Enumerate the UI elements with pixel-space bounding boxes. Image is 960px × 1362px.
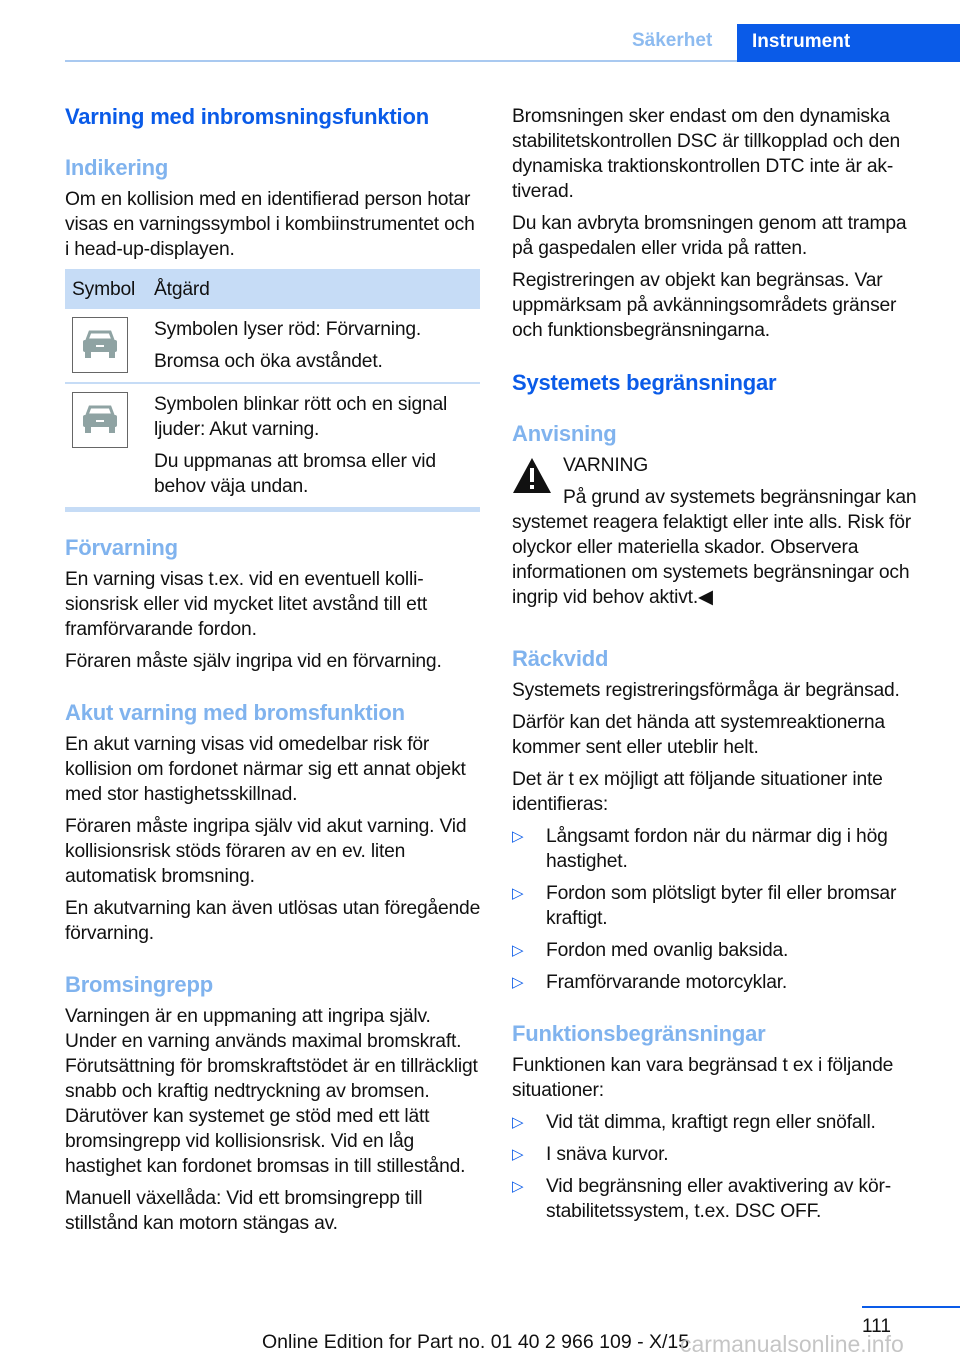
- list-item: [512, 1142, 930, 1167]
- warning-text: På grund av systemets begränsningar kan systemet reagera felaktigt eller inte alls. Risk för olyckor eller materiella skador. Observera informationen om systemets begränsningar och ingrip vid behov aktivt.◀: [512, 487, 917, 608]
- heading-rackvidd: Räckvidd: [512, 646, 609, 671]
- left-column: [65, 104, 483, 512]
- tab-sakerhet[interactable]: Säkerhet: [632, 30, 713, 51]
- table-text: Symbolen blinkar rött och en signal ljuder: Akut varning.: [154, 394, 448, 440]
- list-item: [512, 938, 930, 963]
- section-begransningar: [512, 370, 930, 617]
- bullet-triangle-icon: ▷: [512, 942, 524, 959]
- warning-label: VARNING: [563, 455, 649, 476]
- paragraph: Föraren måste ingripa själv vid akut varning. Vid kollisionsrisk stöds föraren av en ev. liten automatisk bromsning.: [65, 816, 467, 887]
- table-row: [65, 383, 480, 510]
- section-akut: [65, 700, 483, 953]
- list-item-text: Vid begränsning eller avaktivering av körstabilitetssystem, t.ex. DSC OFF.: [546, 1176, 892, 1222]
- list-item-text: Framförvarande motorcyklar.: [546, 972, 788, 993]
- heading-forvarning: Förvarning: [65, 535, 178, 560]
- table-text: Du uppmanas att bromsa eller vid behov väja undan.: [154, 451, 436, 497]
- heading-anvisning: Anvisning: [512, 421, 617, 446]
- paragraph: Föraren måste själv ingripa vid en förvarning.: [65, 651, 442, 672]
- paragraph: Det är t ex möjligt att följande situationer inte identifieras:: [512, 769, 883, 815]
- tab-instrument[interactable]: Instrument: [737, 24, 960, 62]
- bullet-triangle-icon: ▷: [512, 1114, 524, 1131]
- warning-box: [512, 453, 930, 610]
- table-text: Symbolen lyser röd: Förvarning.: [154, 319, 422, 340]
- bullet-triangle-icon: ▷: [512, 1178, 524, 1195]
- list-item: [512, 881, 930, 931]
- table-text: Bromsa och öka avståndet.: [154, 351, 383, 372]
- bullet-triangle-icon: ▷: [512, 974, 524, 991]
- section-title: Systemets begränsningar: [512, 370, 777, 395]
- watermark: carmanualsonline.info: [680, 1331, 904, 1357]
- list-item-text: I snäva kurvor.: [546, 1144, 669, 1165]
- list-item-text: Fordon som plötsligt byter fil eller bromsar kraftigt.: [546, 883, 897, 929]
- bullet-triangle-icon: ▷: [512, 1146, 524, 1163]
- symbol-table: [65, 269, 480, 512]
- car-warning-red-icon: [72, 317, 128, 373]
- page-number: 111: [862, 1316, 891, 1337]
- list-item: [512, 970, 930, 995]
- list-item-text: Fordon med ovanlig baksida.: [546, 940, 789, 961]
- bullet-list: [512, 824, 930, 995]
- paragraph: Registreringen av objekt kan begränsas. Var uppmärksam på avkänningsområdets gränser och funktionsbegränsningarna.: [512, 270, 897, 341]
- col-symbol: Symbol: [65, 269, 147, 309]
- bullet-triangle-icon: ▷: [512, 828, 524, 845]
- list-item: [512, 824, 930, 874]
- section-funktionsbegransningar: [512, 1021, 930, 1231]
- paragraph: Manuell växellåda: Vid ett bromsingrepp till stillstånd kan motorn stängas av.: [65, 1188, 423, 1234]
- section-forvarning: [65, 535, 483, 681]
- paragraph: Funktionen kan vara begränsad t ex i följande situationer:: [512, 1055, 894, 1101]
- table-row: [65, 309, 480, 383]
- list-item: [512, 1174, 930, 1224]
- right-intro: [512, 104, 930, 350]
- heading-funk: Funktionsbegränsningar: [512, 1021, 766, 1046]
- paragraph: Du kan avbryta bromsningen genom att trampa på gaspedalen eller vrida på ratten.: [512, 213, 907, 259]
- paragraph: Bromsningen sker endast om den dynamiska stabilitetskontrollen DSC är tillkopplad och den dynamiska traktionskontrollen DTC inte är aktiverad.: [512, 106, 901, 202]
- paragraph: En akut varning visas vid omedelbar risk för kollision om fordonet närmar sig ett annat objekt med stor hastighetsskillnad.: [65, 734, 466, 805]
- paragraph: En varning visas t.ex. vid en eventuell kollisionsrisk eller vid mycket litet avstånd till ett framförvarande fordon.: [65, 569, 428, 640]
- section-title: Varning med inbromsningsfunktion: [65, 104, 429, 129]
- bullet-list: [512, 1110, 930, 1224]
- list-item-text: Vid tät dimma, kraftigt regn eller snöfall.: [546, 1112, 876, 1133]
- paragraph: Varningen är en uppmaning att ingripa själv. Under en varning används maximal bromskraft. Förutsättning för bromskraftstödet är en tillräckligt snabb och kraftig nedtryckning av bromsen. Därutöver kan systemet ge stöd med ett lätt bromsingrepp vid kollisionsrisk. Vid en låg hastighet kan fordonet bromsas in till stillestånd.: [65, 1006, 478, 1177]
- footer-rule: [862, 1306, 960, 1308]
- list-item-text: Långsamt fordon när du närmar dig i hög hastighet.: [546, 826, 888, 872]
- section-bromsingrepp: [65, 972, 483, 1243]
- header-rule: [65, 60, 737, 62]
- section-rackvidd: [512, 646, 930, 1002]
- paragraph: Om en kollision med en identifierad person hotar visas en varningssymbol i kombiinstrumentet och i head-up-displayen.: [65, 189, 475, 260]
- warning-triangle-icon: [512, 457, 552, 494]
- col-atgard: Åtgärd: [147, 269, 480, 309]
- heading-akut: Akut varning med bromsfunktion: [65, 700, 405, 725]
- paragraph: Därför kan det hända att systemreaktionerna kommer sent eller uteblir helt.: [512, 712, 885, 758]
- list-item: [512, 1110, 930, 1135]
- car-warning-flashing-icon: [72, 392, 128, 448]
- heading-indikering: Indikering: [65, 155, 169, 180]
- bullet-triangle-icon: ▷: [512, 885, 524, 902]
- edition-text: Online Edition for Part no. 01 40 2 966 109 - X/15: [262, 1331, 690, 1353]
- paragraph: En akutvarning kan även utlösas utan föregående förvarning.: [65, 898, 481, 944]
- heading-bromsingrepp: Bromsingrepp: [65, 972, 213, 997]
- paragraph: Systemets registreringsförmåga är begränsad.: [512, 680, 900, 701]
